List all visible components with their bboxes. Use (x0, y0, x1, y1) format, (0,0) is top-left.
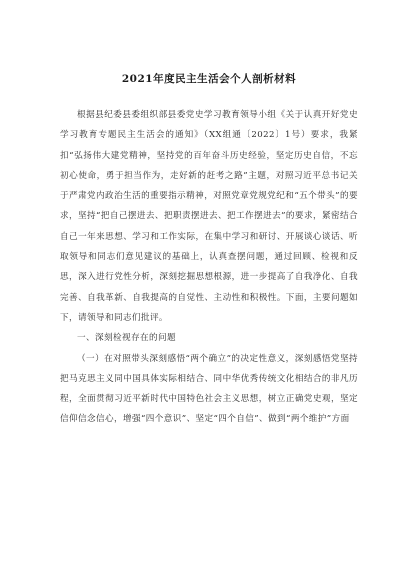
document-title: 2021年度民主生活会个人剖析材料 (121, 73, 297, 85)
intro-paragraph: 根据县纪委县委组织部县委党史学习教育领导小组《关于认真开好党史学习教育专题民主生活会的通知》（XX组通〔2022〕1号）要求，我紧扣“弘扬伟大建党精神，坚持党的百年奋斗历史经验，坚定历史自信，不忘初心使命，勇于担当作为，走好新的赶考之路”主题，对照习近平总书记关于严肃党内政治生活的重要指示精神，对照党章党规党纪和“五个带头”的要求，坚持“把自己摆进去、把职责摆进去、把工作摆进去”的要求，紧密结合自己一年来思想、学习和工作实际，在集中学习和研讨、开展谈心谈话、听取领导和同志们意见建议的基础上，认真查摆问题，通过回顾、检视和反思，深入进行党性分析，深刻挖掘思想根源，进一步提高了自我净化、自我完善、自我革新、自我提高的自觉性、主动性和积极性。下面，主要问题如下，请领导和同志们批评。 (60, 110, 358, 323)
section-heading: 一、深刻检视存在的问题 (77, 333, 176, 344)
section-paragraph: （一）在对照带头深刻感悟“两个确立”的决定性意义，深刻感悟党坚持把马克思主义同中国具体实际相结合、同中华优秀传统文化相结合的非凡历程，全面贯彻习近平新时代中国特色社会主义思想，树立正确党史观，坚定信仰信念信心，增强“四个意识”、坚定“四个自信”、做到“两个维护”方面 (60, 353, 358, 425)
